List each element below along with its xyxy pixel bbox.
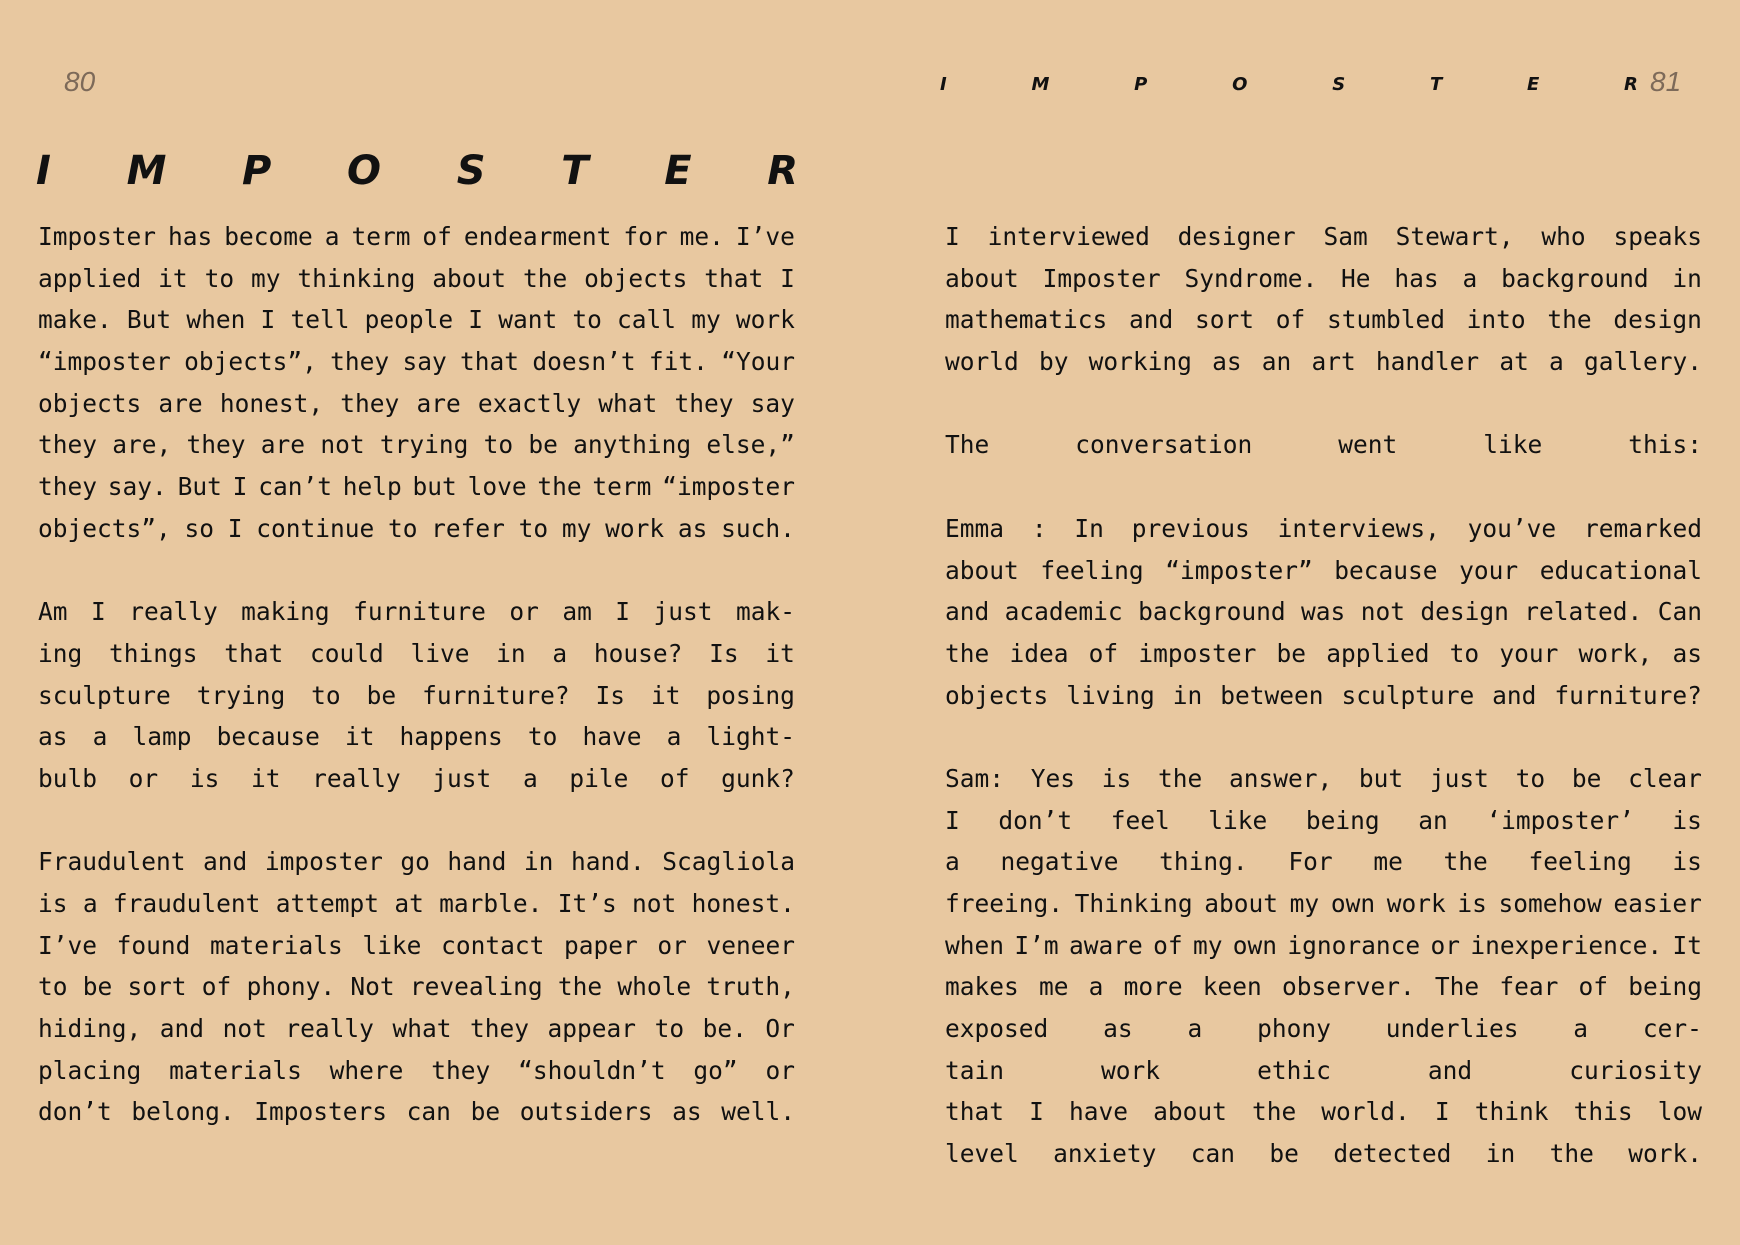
title-letter: O — [347, 148, 382, 194]
running-head-letter: O — [1232, 74, 1248, 95]
text-line: mathematics and sort of stumbled into the design — [945, 305, 1702, 335]
paragraph-gap — [945, 466, 1702, 508]
text-line: objects living in between sculpture and furniture? — [945, 680, 1702, 710]
running-head-letter: T — [1429, 74, 1443, 95]
text-line: ing things that could live in a house? Is it — [38, 638, 795, 668]
text-line: I interviewed designer Sam Stewart, who speaks — [945, 222, 1702, 251]
text-line: objects are honest, they are exactly what they say — [38, 388, 795, 418]
text-line: sculpture trying to be furniture? Is it posing — [38, 680, 795, 710]
text-line: hiding, and not really what they appear to be. Or — [38, 1014, 795, 1044]
title-letter: R — [767, 148, 798, 194]
text-line: Sam: Yes is the answer, but just to be clear — [945, 763, 1702, 793]
text-line: make. But when I tell people I want to call my work — [38, 305, 795, 335]
right-page-body — [945, 216, 1702, 1175]
text-line: about feeling “imposter” because your educational — [945, 555, 1702, 585]
text-line: the idea of imposter be applied to your work, as — [945, 638, 1702, 668]
running-head-letter: P — [1134, 74, 1148, 95]
text-line: about Imposter Syndrome. He has a background in — [945, 263, 1702, 293]
text-line: they are, they are not trying to be anything else,” — [38, 430, 795, 460]
title-letter: T — [561, 148, 589, 194]
text-line: to be sort of phony. Not revealing the whole truth, — [38, 972, 795, 1002]
running-head-letter: M — [1031, 74, 1050, 95]
text-line: level anxiety can be detected in the work. — [945, 1139, 1702, 1169]
text-line: as a lamp because it happens to have a light- — [38, 722, 795, 752]
page-number-left: 80 — [64, 66, 96, 97]
text-line: applied it to my thinking about the objects that I — [38, 263, 795, 293]
text-line: tain work ethic and curiosity — [945, 1055, 1702, 1085]
title-letter: P — [242, 148, 272, 194]
text-line: that I have about the world. I think this low — [945, 1097, 1702, 1127]
running-head-letter: S — [1332, 74, 1346, 95]
text-line: and academic background was not design related. Can — [945, 597, 1702, 627]
title-letter: E — [664, 148, 692, 194]
text-line: Am I really making furniture or am I just mak- — [38, 597, 795, 627]
text-line: Fraudulent and imposter go hand in hand. Scagliola — [38, 847, 795, 877]
text-line: freeing. Thinking about my own work is somehow easier — [945, 889, 1702, 918]
title-letter: I — [36, 148, 51, 194]
text-line: don’t belong. Imposters can be outsiders as well. — [38, 1097, 795, 1127]
text-line: world by working as an art handler at a gallery. — [945, 347, 1702, 377]
text-line: when I’m aware of my own ignorance or inexperience. It — [945, 930, 1702, 960]
text-line: makes me a more keen observer. The fear of being — [945, 972, 1702, 1002]
paragraph-gap — [38, 550, 795, 592]
page-title — [36, 148, 798, 194]
title-letter: S — [456, 148, 486, 194]
text-line: placing materials where they “shouldn’t go” or — [38, 1055, 795, 1085]
text-line: they say. But I can’t help but love the term “imposter — [38, 472, 795, 502]
text-line: Imposter has become a term of endearment for me. I’ve — [38, 222, 795, 251]
text-line: “imposter objects”, they say that doesn’t fit. “Your — [38, 347, 795, 377]
running-head — [940, 74, 1638, 95]
text-line: exposed as a phony underlies a cer- — [945, 1014, 1702, 1044]
title-letter: M — [126, 148, 167, 194]
text-line: objects”, so I continue to refer to my work as such. — [38, 513, 795, 543]
running-head-letter: E — [1526, 74, 1540, 95]
running-head-letter: I — [940, 74, 947, 95]
text-line: a negative thing. For me the feeling is — [945, 847, 1702, 877]
text-line: Emma : In previous interviews, you’ve remarked — [945, 513, 1702, 543]
paragraph-gap — [945, 716, 1702, 758]
text-line: bulb or is it really just a pile of gunk? — [38, 763, 795, 793]
text-line: is a fraudulent attempt at marble. It’s not honest. — [38, 889, 795, 918]
text-line: The conversation went like this: — [945, 430, 1702, 460]
text-line: I’ve found materials like contact paper or veneer — [38, 930, 795, 960]
page-number-right: 81 — [1650, 66, 1682, 97]
left-page-body — [38, 216, 795, 1133]
text-line: I don’t feel like being an ‘imposter’ is — [945, 805, 1702, 835]
running-head-letter: R — [1624, 74, 1638, 95]
paragraph-gap — [38, 800, 795, 842]
paragraph-gap — [945, 383, 1702, 425]
